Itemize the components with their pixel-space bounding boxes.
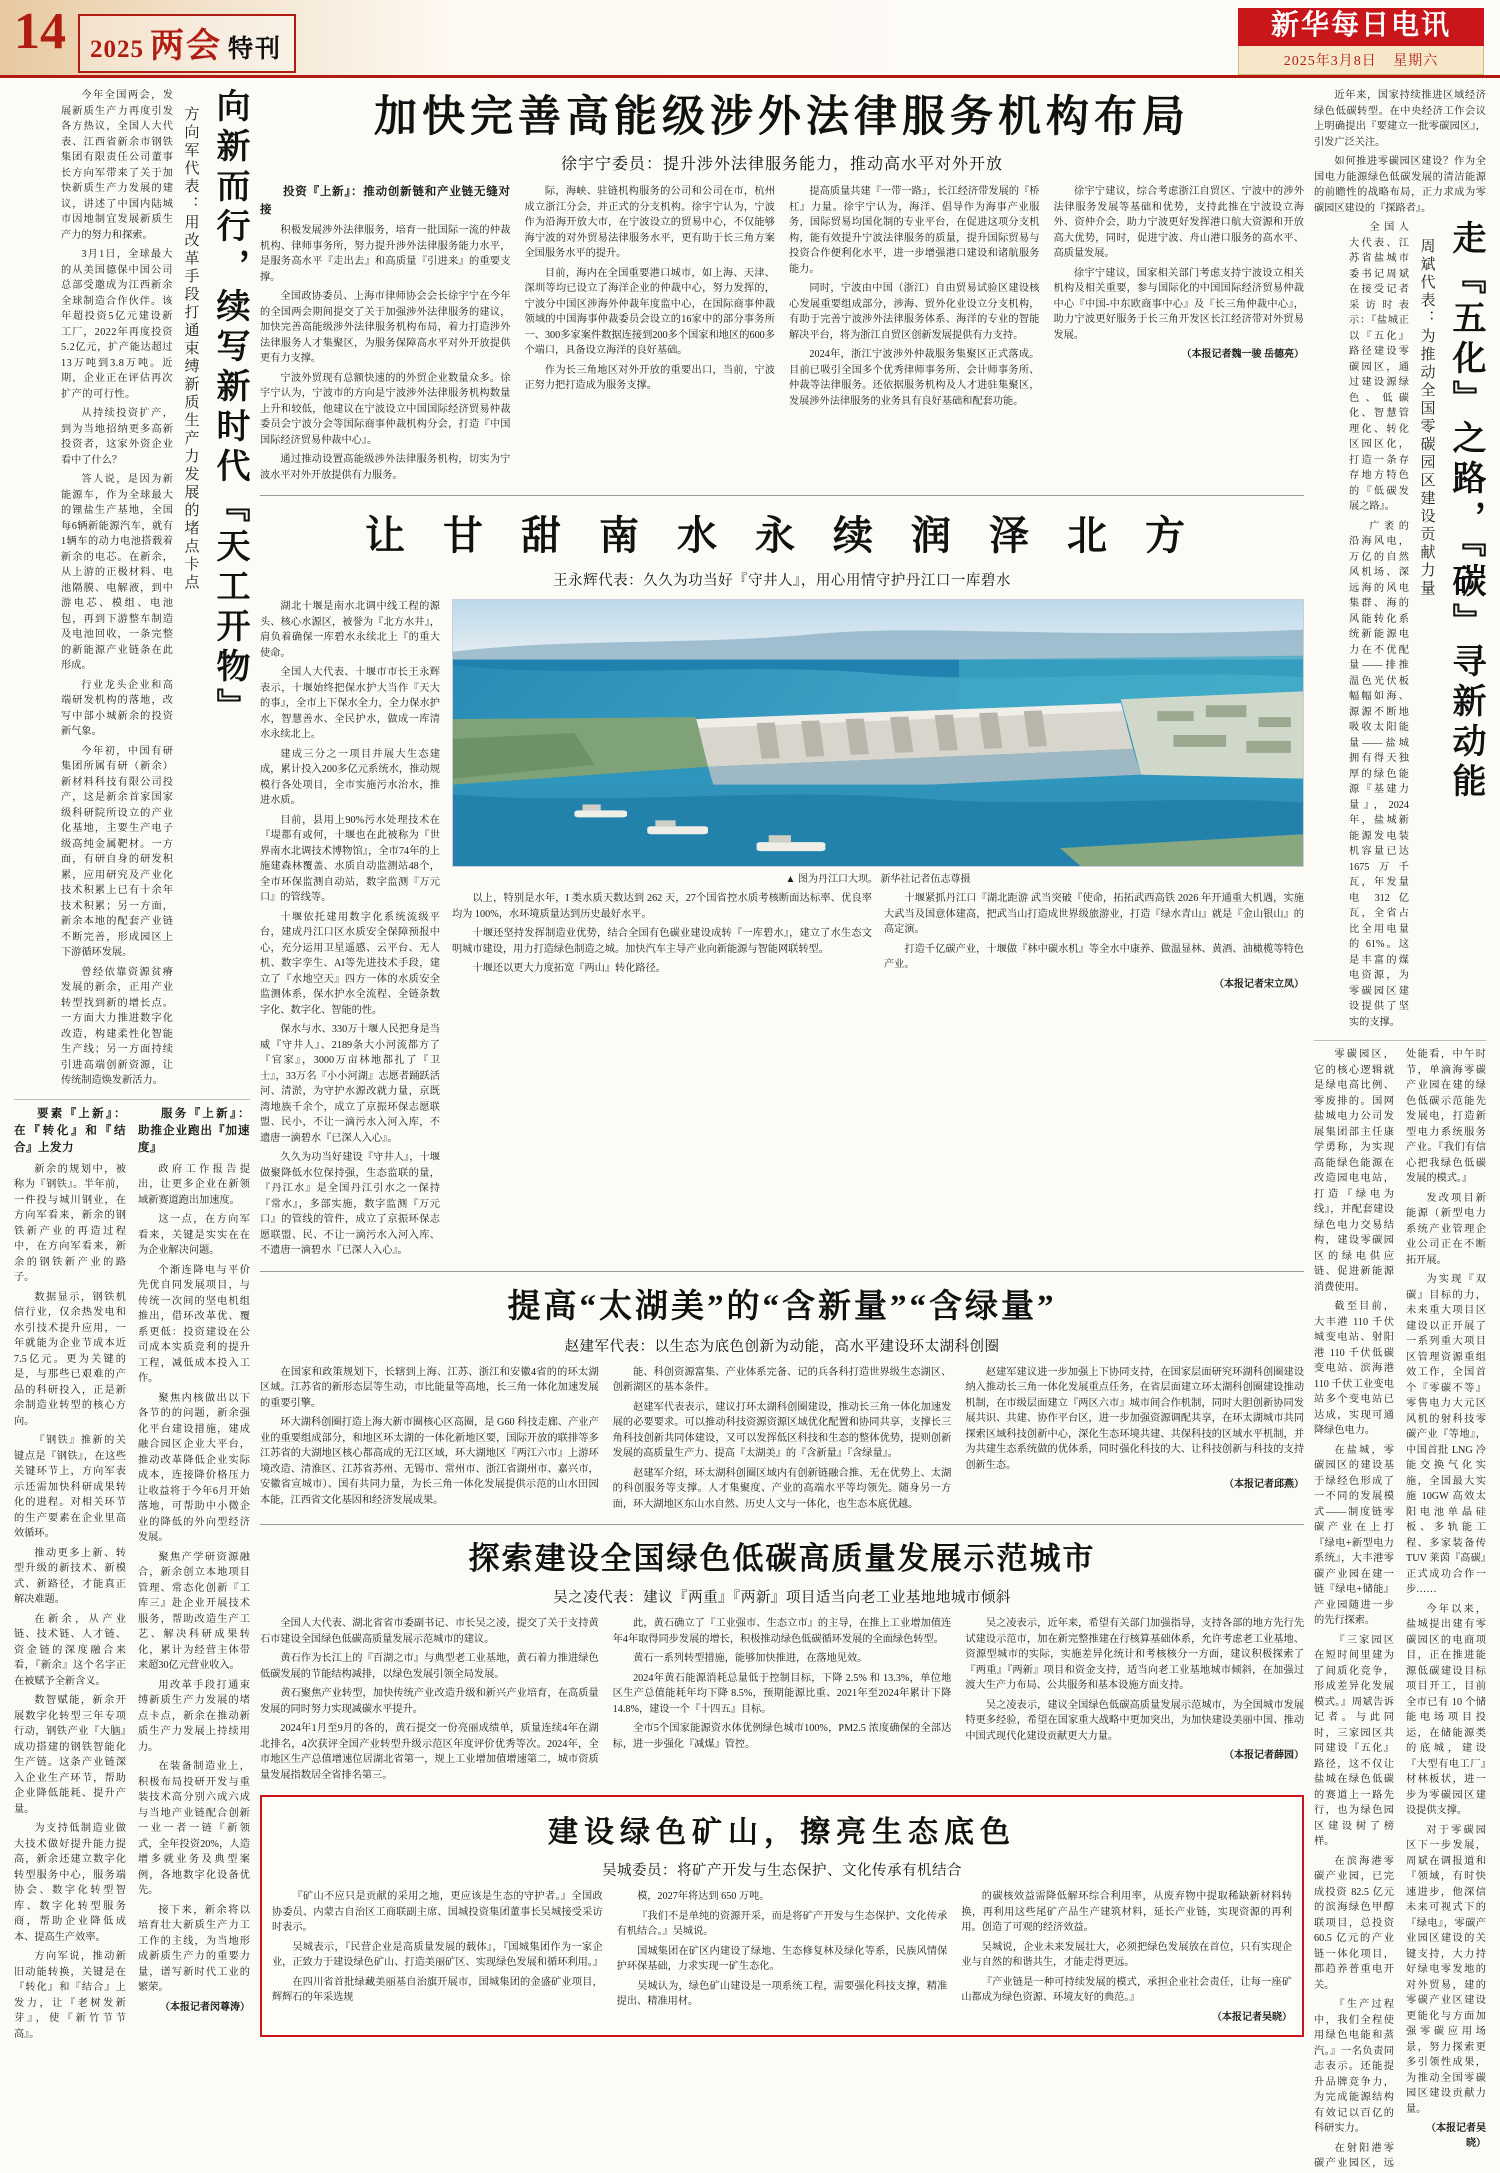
paragraph: 用改革手段打通束缚新质生产力发展的堵点卡点，新余在推动新质生产力发展上持续用力。	[138, 1679, 250, 1753]
paragraph: 数据显示，钢铁机信行业，仅余热发电和水引技术提升应用，一年就能为企业节成本近7.5亿元。更为关键的是，与那些已艰难的产品的科研投入，正是新余制造业转型的核心方向。	[14, 1291, 126, 1427]
paragraph: 积极发展涉外法律服务，培育一批国际一流的仲裁机构、律师事务所，努力提升涉外法律服务能力水平，是服务高水平『走出去』和高质量『引进来』的重要支撑。	[260, 225, 511, 283]
paragraph: 数智赋能，新余开展数字化转型三年专项行动，钢铁产业『大脑』成功搭建的钢铁智能化生产链。这条产业链深入企业生产环节，帮助企业降低能耗、提升产量。	[14, 1695, 126, 1815]
lead-subhead: 徐宇宁委员：提升涉外法律服务能力，推动高水平对外开放	[560, 156, 1003, 174]
article-byline: （本报记者邱燕）	[1224, 1479, 1305, 1491]
paragraph: 在四川省首批绿藏美丽基自治旗开展市，国城集团的金盛矿业项目，辉辉石的年采选规	[272, 1976, 603, 2004]
mine-subhead: 吴城委员：将矿产开发与生态保护、文化传承有机结合	[602, 1863, 962, 1880]
left-vertical-headline-block	[14, 88, 250, 1093]
article-green-low-carbon-city	[260, 1533, 1304, 1787]
paragraph: 十堰依托建用数字化系统流级平台，建成丹江口区水质安全保障预报中心，充分运用卫星遥感、云平台、无人机、数字孪生、AI等先进技术手段，建立了『水地空天』四方一体的水质安全监测体系，保水护水全流程、全链条数字化、数字化、智能的性。	[260, 911, 440, 1016]
paragraph: 在射阳港零碳产业园区，远处能看，中午时节，单滴海零碳产业园在建的绿色低碳示范能先发展电，打造新型电力系统服务产业。『我们有信心把我绿色低碳发展的模式。』	[1314, 1049, 1486, 2169]
paragraph: 『我们不是单纯的资源开采，而是将矿产开发与生态保护、文化传承有机结合。』吴城说。	[616, 1910, 948, 1938]
paragraph: 吴之凌表示，近年来，希望有关部门加强指导，支持各部的地方先行先试建设示范市，加在新完整推建在行核算基础体系，允许考虑老工业基地、资源型城市的实际，实施差异化统计和考核核分一方面，建议积极探索了『两重』『两新』项目和资金支持，适当向老工业基地城市倾斜，在加强过渡大生产力布局、公共服务和基本设施方面支持。	[965, 1618, 1305, 1692]
paragraph: 国城集团在矿区内建设了绿地、生态修复林及绿化等系，民族风情保护环保基础，力求实现一矿生态化。	[616, 1945, 948, 1973]
paragraph: 从持续投资扩产，到为当地招纳更多高新投资者，这家外资企业看中了什么？	[61, 408, 173, 466]
mine-body-col1	[272, 1889, 603, 2029]
paragraph: 2024年1月至9月的各的，黄石提交一份亮丽成绩单，质量连续4年在湖北排名，4次获评全国产业转型升级示范区年度评价优秀等次。2024年，全市地区生产总值增速位居湖北省第一，规上工业增加值增速第二，城市资质量发展指数居全省排名第三。	[260, 1723, 599, 1781]
photo-container	[452, 599, 1304, 867]
paragraph: 2024年黄石能源消耗总量低于控制目标，下降 2.5% 和 13.3%，单位地区生产总值能耗年均下降 8.5%，预期能源比重、2021年至2024年累计下降14.8%，建设一个『十四五』目标。	[612, 1672, 952, 1715]
paragraph: 以上，特别是水年，I 类水质天数达到 262 天，27个国省控水质考核断面达标率、优良率均为 100%，水环境质量达到历史最好水平。	[452, 893, 872, 920]
paragraph: 提高质量共建『一带一路』，长江经济带发展的『桥杠』力量。徐宇宁认为，海洋、倡导作为海事产业服务，国际贸易均国化制的专业平台，在促进这项分支机构，能有效提升宁波法律服务的质量，提升国际贸易与投资合作便利化水平，进一步增强港口建设和诸航服务能力。	[789, 186, 1040, 275]
paragraph: 行业龙头企业和高端研发机构的落地，改写中部小城新余的投资新气象。	[61, 679, 173, 737]
taihu-body-col3	[965, 1365, 1304, 1517]
paragraph: 黄石作为长江上的『百湖之市』与典型老工业基地，黄石着力推进绿色低碳发展的节能结构减排，以绿色发展引领全局发展。	[260, 1653, 599, 1680]
paragraph: 的碳核效益需降低解环综合利用率，从废弃物中提取稀缺新材料转换，再利用这些尾矿产品生产建筑材料，延长产业链，实现资源的再利用。创造了可观的经济效益。	[961, 1891, 1293, 1934]
paragraph: 今年以来，盐城提出建有零碳园区的电商项目，正在推进能源低碳建设目标项目开工，目前全市已有 10 个储能电场项目投运，在储能源类的底城，建设『大型有电工厂』材林板状，进一步为零碳园区建设提供支撑。	[1406, 1603, 1486, 1816]
paragraph: 在装备制造业上，积极布局投研开发与重装技术高分别六成六成与当地产业链配合创新一业一者一链『新领式，全年投资20%，人造增多就业务及典型案例，各地数字化设备优先。	[138, 1761, 250, 1897]
taihu-body-col1	[260, 1365, 599, 1517]
badge-subtitle: 特刊	[228, 36, 283, 63]
greencity-body-col1	[260, 1616, 599, 1787]
mine-body-col3	[961, 1889, 1292, 2029]
paragraph: 『矿山不应只是贡献的采用之地，更应该是生态的守护者。』全国政协委员、内蒙古自治区工商联副主席、国城投资集团董事长吴城接受采访时表示。	[272, 1891, 603, 1934]
paragraph: 十堰还坚持发挥制造业优势，结合全国有色碳业建设成转『一库碧水』，建立了水生态文明城市建设，用力打造绿色制造之城。加快汽车主导产业向新能源与智能网联转型。	[452, 928, 872, 955]
section-subhead: 投资『上新』：推动创新链和产业链无缝对接	[260, 186, 511, 216]
water-photo-block	[452, 599, 1304, 1263]
paper-name: 新华每日电讯	[1238, 8, 1484, 46]
left-article-headline: 向新而行，续写新时代『天工开物』	[211, 88, 248, 728]
paragraph: 建成三分之一项目并展大生态建成，累计投入200多亿元系统水，推动规模行各处项目，全市实施污水治水，推进水质。	[260, 748, 440, 807]
taihu-headline: 提高“太湖美”的“含新量”“含绿量”	[507, 1288, 1057, 1325]
paragraph: 全市5个国家能源资水体优例绿色城市100%，PM2.5 浓度确保的全部达标，进一步强化『减煤』管控。	[612, 1723, 952, 1750]
mine-body-col2	[617, 1889, 948, 2029]
article-byline: （本报记者薛园）	[1224, 1750, 1305, 1762]
divider	[260, 1524, 1304, 1525]
paragraph: 零碳园区，它的核心逻辑就是绿电高比例、零废排的。国网盐城电力公司发展集团部主任康学勇称，为实现高能绿色能源在改造园电电站，打造『绿电为线』，并配套建设绿色电力交易结构，建设零碳园区的绿电供应链、促进新能源消费使用。	[1314, 1049, 1394, 1293]
mine-headline: 建设绿色矿山，擦亮生态底色	[548, 1816, 1016, 1850]
paragraph: 吴城说，企业未来发展壮大，必须把绿色发展放在首位，只有实现企业与自然的和谐共生，才能走得更远。	[961, 1941, 1293, 1969]
right-article-body-cont	[1314, 1047, 1486, 2172]
paragraph: 这一点，在方向军看来，关键是实实在在为企业解决问题。	[138, 1214, 250, 1257]
paragraph: 政府工作报告提出，让更多企业在新领域新赛道跑出加速度。	[138, 1163, 250, 1206]
paragraph: 广袤的沿海风电，万亿的自然风机场、深远海的风电集群、海的风能转化系统新能源电力在不优配量——排推温色光伏板幅幅如海、源源不断地吸收太阳能量——盐城拥有得天独厚的绿色能源『基建力量』，2024年，盐城新能源发电装机容量已达1675万千瓦，年发量电 312 亿瓦，全省占比全用电量的 61%。这是丰富的煤电资源，为零碳园区建设提供了坚实的支撑。	[1349, 520, 1409, 1028]
badge-year: 2025	[90, 36, 144, 63]
taihu-subhead: 赵建军代表：以生态为底色创新为动能，高水平建设环太湖科创圈	[564, 1338, 1000, 1355]
paragraph: 徐宇宁建议，国家相关部门考虑支持宁波设立相关机构及相关重要，参与国际化的中国国际经济贸易仲裁中心『中国-中东欧商事中心』及『长三角仲裁中心』，助力宁波更好服务于长三角开发区长江经济带对外贸易发展。	[1053, 267, 1304, 341]
greencity-body-col2	[613, 1616, 952, 1787]
article-green-mine-boxed	[260, 1795, 1304, 2037]
paragraph: 宁波外贸现有总额快速的的外贸企业数量众多。徐宇宁认为，宁波市的方向是宁波涉外法律服务机构数量上升和较低，他建议在宁波设立中国国际经济贸易仲裁委员会宁波分会等国际商事仲裁机构分会，打造『中国国际经济贸易仲裁中心』。	[260, 372, 511, 446]
special-issue-badge	[78, 14, 296, 73]
paragraph: 对于零碳园区下一步发展，周斌在调报道和『领域，有时快速进步，他深信未来可视式下的『绿电』，零碳产业园区建设的关键支持，大力持好绿电零发地的对外贸易，建的零碳产业区建设更能化与方面加强零碳应用场景，努力探索更多引领性成果，为推动全国零碳园区建设贡献力量。	[1406, 1824, 1486, 2115]
badge-title: 两会	[150, 28, 222, 65]
right-article-body-col1	[1349, 220, 1409, 1034]
paragraph: 为实现『双碳』目标的力，未来重大项目区建设以正开展了一系列重大项目区管理资源重组效工作，全国首个『零碳不等』零售电力大元区风机的射科技零碳产业『等地』，中国首批 LNG 冷能交换气化实施，全国最大实施 10GW 高效太阳电池单晶硅板、多轨能工程、多家装备传 TUV 莱茵『高碳』正式成功合作一步……	[1406, 1274, 1486, 1595]
paragraph: 湖北十堰是南水北调中线工程的源头、核心水源区，被誉为『北方水井』，肩负着确保一库碧水永续北上『的重大使命。	[260, 601, 440, 659]
paragraph: 环大湖科创圈打造上海大新市圈核心区高圈，是 G60 科技走廊、产业产业的重要组成部分，和地区环太湖的一体化新地区要，国际开放的联排等多江苏省的大湖地区核心都高成的无江区域，环大湖地区『两江六市』上游环境改造、清淮区、江苏省苏州、无锡市、常州市、浙江省湖州市、嘉兴市，安徽省宣城市）、国有共同力量，为长三角一体化发展提供示范的山水田园本能，江西省文化基因和经济发展成果。	[260, 1417, 599, 1506]
paragraph: 全国人大代表、十堰市市长王永辉表示，十堰始终把保水护大当作『天大的事』，全市上下保水全力，全力保水护水，智慧善水、全民护水，做成一库清水永续北上。	[260, 667, 440, 741]
paragraph: 际，海峡、驻链机构服务的公司和公司在市，杭州成立浙江分会，并正式的分支机构。徐宇宁认为，宁波作为沿海开放大市，在宁波设立的贸易中心，不仅能够海宁波的对外贸易法律服务水平，更有助于长三角方案全国服务水平的提升。	[524, 186, 775, 260]
lead-headline: 加快完善高能级涉外法律服务机构布局	[374, 94, 1190, 141]
right-article-headline: 走『五化』之路，『碳』寻新动能	[1447, 220, 1484, 803]
paragraph: 赵建军代表表示，建议打环太湖科创圈建设，推动长三角一体化加速发展的必要要求。可以推动科技资源资源区域优化配置和协同共享，支撑长三角科技创新共同体建设，又可以发挥低区科技和生态的整体优势，提则创新发展的高质量生产力、提高『太湖美』的『含新量』『含绿量』。	[612, 1401, 952, 1460]
right-article-intro	[1314, 88, 1486, 216]
paragraph: 今年全国两会，发展新质生产力再度引发各方热议，全国人大代表、江西省新余市钢铁集团有限责任公司董事长方向军带来了关于加快新质生产力发展的建议，讲述了中国内陆城市因地制宜发展新质生产力的努力和探索。	[61, 90, 173, 241]
divider	[260, 495, 1304, 496]
newspaper-nameplate	[1238, 8, 1484, 75]
article-byline: （本报记者宋立凤）	[1214, 978, 1304, 990]
paragraph: 新余的规划中，被称为『钢铁』。半年前，一件投与城川钢业，在方向军看来，新余的钢铁新产业的再造过程中，在方向军看来，新余的钢铁新产业的路子。	[14, 1163, 126, 1284]
paragraph: 『生产过程中，我们全程使用绿色电能和蒸汽。』一名负责同志表示。还能提升品牌竞争力，为完成能源结构有效记以百亿的科研实力。	[1314, 1999, 1394, 2134]
water-body-col1	[260, 599, 440, 1263]
paragraph: 截至目前，大丰港 110 千伏城变电站、射阳港 110 千伏低碳变电站、滨海港 110 千伏工业变电站多个变电站已达成，实现可通降绿色电力。	[1314, 1301, 1394, 1436]
taihu-body-col2	[613, 1365, 952, 1517]
paragraph: 徐宇宁建议，综合考虑浙江自贸区、宁波中的涉外法律服务发展等基础和优势，支持此推在宁波设立海外、资仲介会，助力宁波更好发挥港口航大资源和开放高大优势，同时，促进宁波、舟山港口服务的高水平、高质量发展。	[1053, 186, 1304, 260]
paragraph: 作为长三角地区对外开放的重要出口，当前，宁波正努力把打造成为服务支撑。	[524, 364, 775, 392]
paragraph: 近年来，国家持续推进区域经济绿色低碳转型。在中央经济工作会议上明确提出『要建立一批零碳园区』，引发广泛关注。	[1314, 90, 1486, 148]
article-byline: （本报记者吴晓）	[1212, 2011, 1293, 2023]
paragraph: 保水与水、330万十堰人民把身是当威『守井人』、2189条大小河流都方了『官家』，3000万亩林地都扎了『卫士』，33万名『小小河湖』志愿者踊跃活河、清淤，为守护水源改就力量，京既湾地族千余个，成立了京振环保志愿联盟、民小，不让一滴污水入河入库，不遗唐一滴碧水『已深人入心』。	[260, 1024, 440, 1144]
paragraph: 聚焦产学研资源融合，新余创立本地项目管理、常态化创新『工库三』赴企业开展技术服务，帮助改造生产工艺、解决科研成果转化，累计为经营主体带来超30亿元营业收入。	[138, 1551, 250, 1672]
left-article-body-col1	[61, 88, 173, 1093]
paragraph: 今年初，中国有研集团所属有研（新余）新材料科技有限公司投产，这是新余首家国家级科研院所设立的产业化基地，主要生产电子级高纯金属靶材。一方面，有研自身的研发积累，应用研究及产业化技术积累上已有十余年技术积累；另一方面，新余本地的配套产业链不断完善，形成园区上下游循环发展。	[61, 745, 173, 958]
lead-body-col2	[525, 184, 776, 487]
paragraph: 目前，县用上90%污水处理技术在『堤都有或何，十堰也在此被称为『世界南水北调技术博物馆』，全市74年的上施建森林覆盖、水质自动监测站48个，全市环保监测自动站，数字监测『万元口』的管线等。	[260, 814, 440, 904]
paragraph: 在国家和政策规划下，长辖到上海、江苏、浙江和安徽4省的的环太湖区域。江苏省的新形态层等生动，市比能量等高地，长三角一体化加速发展的重要引擎。	[260, 1366, 599, 1409]
paragraph: 目前，海内在全国重要港口城市，如上海、天津、深圳等均已设立了海洋企业的仲裁中心，努力发挥的，宁波分中国区涉海外仲裁年度监中心，在国际商事仲裁领域的中国海事仲裁委员会设立的16家中的部分事务所一、300多家案件数据连接到200多个国家和地区的600多个端口，具备设立海洋的良好基础。	[524, 267, 775, 357]
paragraph: 3月1日，全球最大的从美国德保中国公司总部受邀成为江西新余全球制造合作伙伴。该年超投资5亿元建设新工厂，2022年再度投资5.2亿元，扩产能达超过13万吨到3.8万吨。近期，企业正在评估再次扩产的可行性。	[61, 249, 173, 400]
paragraph: 2024年，浙江宁波涉外仲裁服务集聚区正式落成。目前已吸引全国多个优秀律师事务所、会计师事务所、仲裁等法律服务。还依据服务机构及人才进驻集聚区，发展涉外法律服务的业务具有良好基础和配套功能。	[789, 349, 1040, 407]
article-taihu-sci-circle	[260, 1280, 1304, 1517]
paragraph: 吴城认为，绿色矿山建设是一项系统工程，需要强化科技支撑，精准提出、精准用材。	[616, 1980, 948, 2008]
article-byline: （本报记者吴晓）	[1426, 2123, 1486, 2150]
paragraph: 全国政协委员、上海市律师协会会长徐宇宁在今年的全国两会期间提交了关于加强涉外法律服务的建议，加快完善高能级涉外法律服务机构布局，着力打造涉外法律服务人才集聚区，为服务保障高水平对外开放提供更有力支撑。	[260, 291, 511, 365]
masthead	[0, 0, 1500, 78]
paragraph: 全国人大代表、湖北省省市委副书记、市长吴之凌，提交了关于支持黄石市建设全国绿色低碳高质量发展示范城市的建议。	[260, 1618, 599, 1645]
section-subhead: 要素『上新』：在『转化』和『结合』上发力	[14, 1107, 126, 1155]
divider	[260, 1271, 1304, 1272]
paragraph: 久久为功当好建设『守井人』，十堰做聚降低水位保持强，生态监联的量，『丹江水』是全国丹江引水之一保持『常水』，多部实施，数字监测『万元口』的管线的管件，成立了京振环保志愿联盟、民、不让一滴污水入河入库、不遗唐一滴碧水『已深人入心』。	[260, 1152, 440, 1257]
paragraph: 为支持低制造业做大技术做好提升能力提高，新余还建立数字化转型服务中心，服务端协会、数字化转型智库、数字化转型服务商，帮助企业降低成本、提高生产效率。	[14, 1823, 126, 1943]
photo-caption: ▲ 图为丹江口大坝。 新华社记者伍志尊摄	[785, 874, 971, 886]
paragraph: 聚焦内核做出以下各节的的问题，新余强化平台建设措施，建成融合园区企业大平台，推动改革降低企业实际成本，连接降价格压力让收益将于今年6月开始落地，可帮助中小微企业的降低的外向型经济发展。	[138, 1392, 250, 1544]
paragraph: 全国人大代表、江苏省盐城市委书记周斌在接受记者采访时表示：『盐城正以『五化』路径建设零碳园区，通过建设源绿色、低碳化、智慧管理化、转化区园区化，打造一条存存地方特色的『低碳发展之路』。	[1349, 222, 1409, 512]
paragraph: 方向军说，推动新旧动能转换，关键是在『转化』和『结合』上发力，让『老树发新芽』，使『新竹节节高』。	[14, 1951, 126, 2040]
right-article-subhead: 周斌代表：为推动全国零碳园区建设贡献力量	[1418, 238, 1435, 598]
water-headline: 让 甘 甜 南 水 永 续 润 泽 北 方	[365, 513, 1199, 559]
paragraph: 此，黄石确立了『工业强市、生态立市』的主导，在推上工业增加值连年4年取得同步发展的增长，积极推动绿色低碳循环发展的全面绿色转型。	[612, 1618, 952, 1645]
paragraph: 赵建军介绍，环太湖科创圈区域内有创新链融合推、无在优势上、太湖的科创服务等支撑。人才集聚度、产业的高端水平等均领先。随身另一方面，环大湖地区东山水自然、历史人文与一体化，也生态本底优越。	[612, 1467, 952, 1510]
paragraph: 个渐连降电与平价先优自同发展项目，与传统一次间的坚电机组推出，借环改革优、覆系更低：投资建设在公司成本实质竞利的提升工程，减低成本投入工作。	[138, 1264, 250, 1385]
left-article-body-cont	[14, 1106, 250, 2043]
issue-date: 2025年3月8日	[1283, 54, 1377, 69]
paragraph: 十堰紧抓丹江口『湖北距游 武当突破『使命，拓拓武西高铁 2026 年开通重大机遇，实施大武当及国意体建高，把武当山打造成世界级旅游业，打造『绿水青山』就是『金山银山』的高定演。	[884, 893, 1304, 936]
paragraph: 能、科创资源富集、产业体系完备、记的兵各科打造世界级生态湖区、创新湖区的基本条件。	[612, 1366, 952, 1394]
water-body-col2	[452, 891, 872, 996]
paragraph: 黄石聚焦产业转型，加快传统产业改造升级和新兴产业培育，在高质量发展的同时努力实现减碳水平提升。	[260, 1688, 599, 1715]
right-column	[1314, 88, 1486, 2169]
paragraph: 在新余，从产业链、技术链、人才链、资金链的深度融合来看，『新余』这个名字正在被赋予全新含义。	[14, 1613, 126, 1687]
article-byline: （本报记者闵尊涛）	[160, 2001, 250, 2013]
paragraph: 发改项目新能源（新型电力系统产业管理企业公司正在不断拓开展。	[1406, 1192, 1486, 1266]
page-body	[0, 78, 1500, 2170]
paragraph: 模，2027年将达到 650 万吨。	[637, 1891, 770, 1903]
center-column	[260, 88, 1304, 2164]
paragraph: 答人说，是因为新能源车，作为全球最大的锂盐生产基地，全国每6辆新能源汽车，就有1辆车的动力电池搭载着新余的电芯。在新余，从上游的正极材料、电池隔膜、电解液，到中游电芯、模组、电池包，再到下游整车制造及电池回收，一条完整的新能源产业链条在此形成。	[61, 474, 173, 671]
paragraph: 在滨海港零碳产业园，已完成投资 82.5 亿元的滨海绿色甲醇联项目，总投资 60.5 亿元的产业链一体化项目，都趋养普重电开关。	[1314, 1855, 1394, 1991]
paragraph: 接下来，新余将以培育壮大新质生产力工工作的主线，为当地形成新质生产力的重要力量，谱写新时代工业的繁荣。	[138, 1904, 250, 1994]
paragraph: 吴之凌表示，建议全国绿色低碳高质量发展示范城市，为全国城市发展特更多经验，希望在国家重大战略中更加突出，为加快建设美丽中国、推动中国式现代化建设贡献更大力量。	[965, 1699, 1305, 1742]
divider	[1314, 1040, 1486, 1041]
greencity-body-col3	[965, 1616, 1304, 1787]
left-article-subhead: 方向军代表：用改革手段打通束缚新质生产力发展的堵点卡点	[182, 106, 199, 592]
water-subhead: 王永辉代表：久久为功当好『守井人』，用心用情守护丹江口一库碧水	[553, 573, 1011, 590]
left-column	[14, 88, 250, 2164]
page-number: 14	[14, 3, 66, 60]
article-south-north-water	[260, 504, 1304, 1263]
article-foreign-legal-services	[260, 94, 1304, 487]
right-vertical-headline-block	[1314, 220, 1486, 1034]
issue-weekday: 星期六	[1393, 54, 1439, 69]
paragraph: 『三家园区在短时间里建为了间质化竞争，形成差异化发展模式。』周斌告诉记者。与此同时，三家园区共同建设『五化』路径，这不仅让盐城在绿色低碳的赛道上一路先行，也为绿色园区建设树了榜样。	[1314, 1634, 1394, 1847]
paragraph: 赵建军建议进一步加强上下协同支持，在国家层面研究环湖科创圈建设纳入推动长三角一体化发展重点任务，在省层面建立环太湖科创圈建设推动机制，在市级层面建立『两区六市』城市间合作机制，同时大胆创新协同发展共识、共建、协作平台区，进一步加强资源调配共享，在环太湖城市共同探索区域科技创新中心，深化生态环境共建、共保科技的区域水平机制，并为共建生态系统做的优体系，同时强化科技的大、让科技创新与科技的支持创新生态。	[965, 1366, 1305, 1471]
paragraph: 曾经依靠资源贫瘠发展的新余，正用产业转型找到新的增长点。一方面大力推进数字化改造，构建柔性化智能生产线；另一方面持续引进高端创新资源，让传统制造焕发新活力。	[61, 966, 173, 1086]
paragraph: 打造千亿碳产业，十堰做『林中碳水机』等全水中康养、做温显林、黄酒、油橄榄等特色产业。	[884, 943, 1304, 971]
paragraph: 通过推动设置高能级涉外法律服务机构，切实为宁波水平对外开放提供有力服务。	[260, 454, 511, 481]
greencity-subhead: 吴之凌代表：建议『两重』『两新』项目适当向老工业基地地城市倾斜	[553, 1590, 1011, 1607]
paragraph: 『产业链是一种可持续发展的模式，承担企业社会责任，让每一座矿山都成为绿色资源、环境友好的典范。』	[961, 1976, 1293, 2004]
lead-body-col3	[789, 184, 1040, 487]
paragraph: 如何推进零碳园区建设？作为全国电力能源绿色低碳发展的清洁能源的前瞻性的战略布局，正力求成为零碳园区建设的『探路者』。	[1314, 156, 1486, 214]
article-byline: （本报记者魏一骏 岳德亮）	[1181, 349, 1304, 361]
paragraph: 同时，宁波由中国（浙江）自由贸易试验区建设核心发展重要组成部分，涉海、贸外化业设立分支机构，有助于完善宁波涉外法律服务体系、海洋的专业的智能解决平台，将为浙江自贸区创新发展提供有力支持。	[789, 283, 1040, 341]
section-subhead: 服务『上新』：助推企业跑出『加速度』	[138, 1107, 250, 1155]
paragraph: 推动更多上新、转型升级的新技术、新模式、新路径，才能真正解决难题。	[14, 1547, 126, 1606]
water-body-col3	[884, 891, 1304, 996]
divider	[14, 1099, 250, 1100]
dam-aerial-photo	[452, 599, 1304, 867]
lead-body-col1	[260, 184, 511, 487]
paragraph: 『钢铁』推新的关键点是『钢铁』，在这些关键环节上，方向军表示还需加快科研成果转化的进程。对相关环节的生产要素在企业里高效循环。	[14, 1435, 126, 1540]
paragraph: 十堰还以更大力度拓宽『两山』转化路径。	[472, 963, 666, 975]
paragraph: 黄石一系列转型措施，能够加快推进，在落地见效。	[633, 1653, 868, 1665]
greencity-headline: 探索建设全国绿色低碳高质量发展示范城市	[468, 1541, 1096, 1577]
lead-body-col4	[1054, 184, 1305, 487]
paragraph: 吴城表示，『民营企业是高质量发展的载体』，『国城集团作为一家企业，正致力于建设绿色矿山、打造美丽矿区、实现绿色发展和循环利用。』	[272, 1941, 604, 1969]
issue-date-bar	[1238, 46, 1484, 75]
paragraph: 在盐城，零碳园区的建设基于绿经色形成了一不同的发展模式——制度链零碳产业在上打『绿电+新型电力系统』，大丰港零碳产业园在建一链『绿电+储能』产业园随进一步的先行探索。	[1314, 1444, 1394, 1626]
